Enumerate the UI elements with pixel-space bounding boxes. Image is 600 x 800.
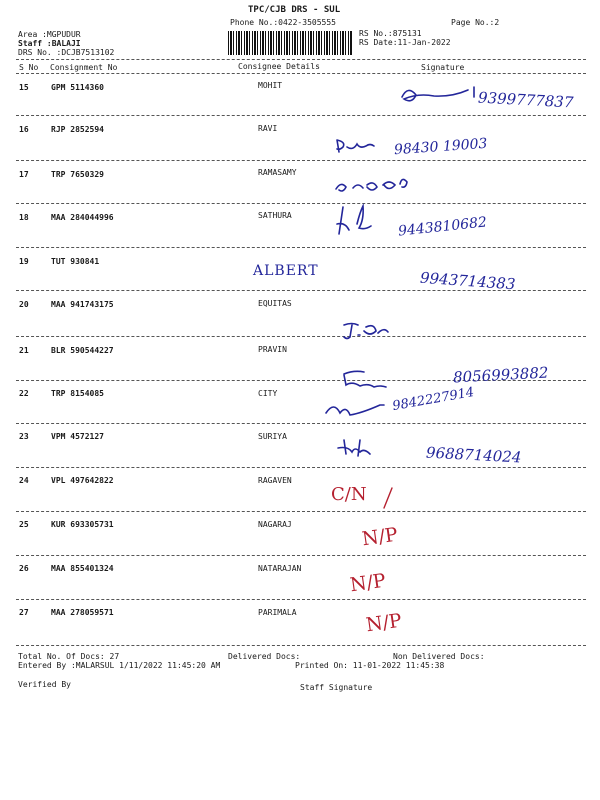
row-consignment: TUT 930841	[51, 257, 100, 266]
row-sno: 18	[19, 213, 29, 222]
row-consignment: VPM 4572127	[51, 432, 104, 441]
signature-scribble	[326, 405, 384, 415]
printed-on: Printed On: 11-01-2022 11:45:38	[295, 661, 445, 670]
row-sno: 26	[19, 564, 29, 573]
row-sno: 27	[19, 608, 29, 617]
row-sno: 22	[19, 389, 29, 398]
rs-number: RS No.:875131	[359, 29, 422, 38]
delivered-docs: Delivered Docs:	[228, 652, 301, 661]
barcode-image	[228, 31, 352, 55]
row-consignment: GPM 5114360	[51, 83, 104, 92]
divider	[16, 160, 586, 161]
row-sno: 15	[19, 83, 29, 92]
handwritten-phone: 9443810682	[397, 214, 488, 240]
handwritten-status: C/N	[331, 484, 367, 505]
row-consignment: KUR 693305731	[51, 520, 114, 529]
handwritten-status: N/P	[364, 609, 404, 637]
divider	[16, 73, 586, 74]
drs-number: DRS No. :DCJB7513102	[18, 48, 115, 57]
column-header-sno: S No	[19, 63, 39, 72]
divider	[16, 59, 586, 60]
row-consignee: PARIMALA	[258, 608, 297, 617]
divider	[16, 555, 586, 556]
row-consignment: MAA 941743175	[51, 300, 114, 309]
non-delivered-docs: Non Delivered Docs:	[393, 652, 485, 661]
signature-scribble	[337, 140, 374, 152]
handwritten-phone: 9688714024	[425, 443, 522, 467]
divider	[16, 599, 586, 600]
row-sno: 25	[19, 520, 29, 529]
column-header-signature: Signature	[421, 63, 465, 72]
signature-scribble	[336, 179, 407, 191]
row-consignment: RJP 2852594	[51, 125, 104, 134]
row-consignee: RAGAVEN	[258, 476, 292, 485]
verified-by: Verified By	[18, 680, 71, 689]
row-consignee: MOHIT	[258, 81, 283, 90]
row-consignment: MAA 855401324	[51, 564, 114, 573]
handwritten-name: ALBERT	[253, 263, 319, 279]
row-consignment: BLR 590544227	[51, 346, 114, 355]
area-label: Area :MGPUDUR	[18, 30, 81, 39]
report-title: TPC/CJB DRS - SUL	[248, 5, 341, 15]
row-consignment: TRP 8154085	[51, 389, 104, 398]
column-header-consignee: Consignee Details	[238, 62, 320, 71]
row-consignee: CITY	[258, 389, 278, 398]
row-sno: 16	[19, 125, 29, 134]
divider	[16, 645, 586, 646]
page-number: Page No.:2	[451, 18, 500, 27]
row-consignee: EQUITAS	[258, 299, 292, 308]
row-sno: 19	[19, 257, 29, 266]
row-sno: 21	[19, 346, 29, 355]
row-consignee: RAMASAMY	[258, 168, 297, 177]
red-ink-scribble	[384, 488, 392, 508]
divider	[16, 336, 586, 337]
divider	[16, 203, 586, 204]
staff-signature: Staff Signature	[300, 683, 373, 692]
total-docs: Total No. Of Docs: 27	[18, 652, 120, 661]
row-consignment: TRP 7650329	[51, 170, 104, 179]
signature-scribble	[402, 87, 474, 101]
handwritten-phone: 9399777837	[477, 88, 574, 112]
row-consignee: PRAVIN	[258, 345, 287, 354]
divider	[16, 115, 586, 116]
row-sno: 24	[19, 476, 29, 485]
row-sno: 17	[19, 170, 29, 179]
row-consignment: VPL 497642822	[51, 476, 114, 485]
divider	[16, 511, 586, 512]
row-consignment: MAA 284044996	[51, 213, 114, 222]
column-header-consignment: Consignment No	[50, 63, 118, 72]
row-consignee: NAGARAJ	[258, 520, 292, 529]
handwritten-phone: 98430 19003	[393, 135, 488, 159]
row-consignee: RAVI	[258, 124, 278, 133]
signature-scribble	[338, 440, 370, 456]
divider	[16, 423, 586, 424]
row-consignee: SURIYA	[258, 432, 287, 441]
row-consignee: NATARAJAN	[258, 564, 302, 573]
row-consignee: SATHURA	[258, 211, 292, 220]
divider	[16, 467, 586, 468]
handwritten-phone: 8056993882	[452, 363, 549, 387]
row-sno: 20	[19, 300, 29, 309]
staff-label: Staff :BALAJI	[18, 39, 81, 48]
handwritten-status: N/P	[360, 523, 400, 551]
handwritten-phone: 9943714383	[419, 268, 516, 294]
phone-number: Phone No.:0422-3505555	[230, 18, 336, 27]
handwritten-status: N/P	[348, 569, 388, 597]
handwritten-phone: 9842227914	[391, 384, 476, 415]
signature-scribble	[337, 206, 371, 234]
rs-date: RS Date:11-Jan-2022	[359, 38, 451, 47]
entered-by: Entered By :MALARSUL 1/11/2022 11:45:20 AM	[18, 661, 221, 670]
divider	[16, 247, 586, 248]
row-consignment: MAA 278059571	[51, 608, 114, 617]
row-sno: 23	[19, 432, 29, 441]
